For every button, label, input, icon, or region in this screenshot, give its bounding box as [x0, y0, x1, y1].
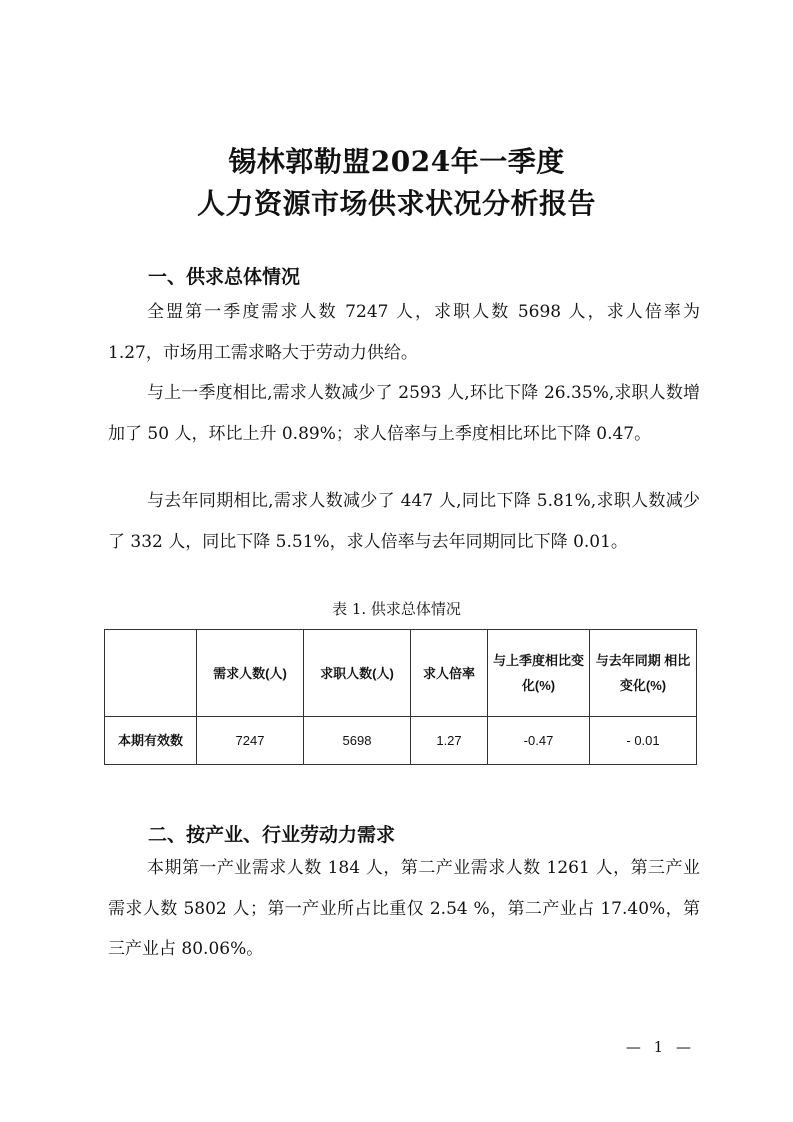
table-header-cell: 与去年同期 相比变化(%)	[590, 630, 697, 717]
table-header-cell	[105, 630, 197, 717]
table-header-cell: 与上季度相比变化(%)	[488, 630, 590, 717]
table-header-cell: 需求人数(人)	[197, 630, 304, 717]
table-row	[105, 717, 697, 765]
section-1-paragraph: 与上一季度相比,需求人数减少了 2593 人,环比下降 26.35%,求职人数增加了 50 人，环比上升 0.89%；求人倍率与上季度相比环比下降 0.47。	[108, 383, 700, 444]
section-2-paragraph: 本期第一产业需求人数 184 人，第二产业需求人数 1261 人，第三产业需求人数 5802 人；第一产业所占比重仅 2.54 %，第二产业占 17.40%，第三产业占 80.06%。	[108, 858, 700, 959]
table-header-cell: 求人倍率	[411, 630, 488, 717]
table-header-row	[105, 630, 697, 717]
table-cell: 7247	[197, 717, 304, 765]
table-header-cell: 求职人数(人)	[304, 630, 411, 717]
table-cell: 5698	[304, 717, 411, 765]
table-cell: - 0.01	[590, 717, 697, 765]
page-number: — 1 —	[625, 1038, 695, 1056]
section-1-paragraph: 全盟第一季度需求人数 7247 人，求职人数 5698 人，求人倍率为 1.27，市场用工需求略大于劳动力供给。	[108, 302, 700, 363]
section-2-heading: 二、按产业、行业劳动力需求	[148, 824, 396, 846]
table-row-label: 本期有效数	[105, 717, 197, 765]
table-cell: -0.47	[488, 717, 590, 765]
table-caption: 表 1. 供求总体情况	[332, 600, 461, 618]
table-cell: 1.27	[411, 717, 488, 765]
report-title-line-2: 人力资源市场供求状况分析报告	[196, 187, 596, 220]
section-1-heading: 一、供求总体情况	[148, 266, 301, 288]
supply-demand-table	[104, 629, 697, 765]
section-1-paragraph: 与去年同期相比,需求人数减少了 447 人,同比下降 5.81%,求职人数减少了 332 人，同比下降 5.51%，求人倍率与去年同期同比下降 0.01。	[108, 491, 700, 552]
report-title-line-1: 锡林郭勒盟2024年一季度	[228, 145, 565, 178]
